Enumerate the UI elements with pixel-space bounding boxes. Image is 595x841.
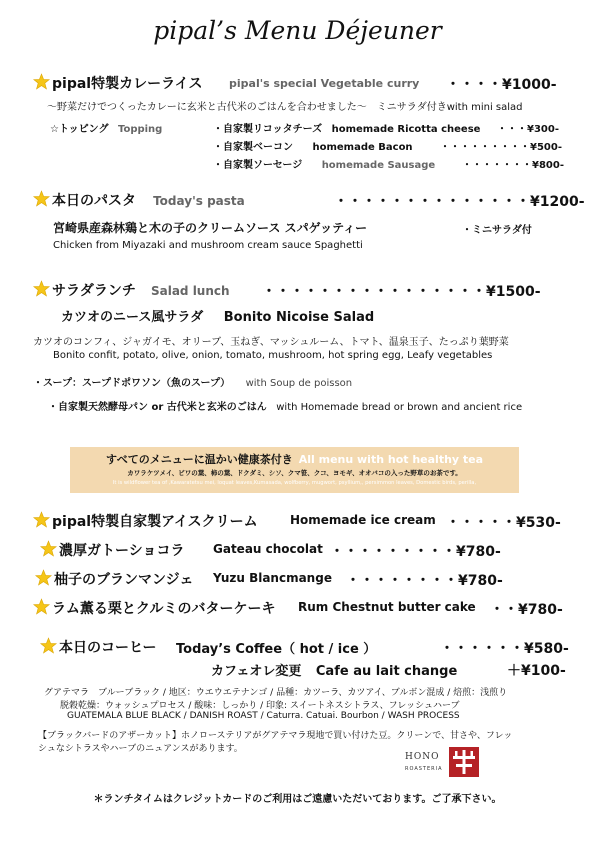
dessert-ice-cream: pipal特製自家製アイスクリーム (33, 511, 258, 531)
dessert-rum-cake-en: Rum Chestnut butter cake (298, 600, 476, 614)
hono-logo-icon (449, 747, 479, 777)
coffee-detail-3: GUATEMALA BLUE BLACK / DANISH ROAST / Caturra. Catuai. Bourbon / WASH PROCESS (67, 711, 460, 721)
tea-banner (70, 447, 519, 493)
dessert-rum-cake: ラム薫る栗とクルミのバターケーキ (33, 598, 275, 618)
star-icon (40, 540, 57, 557)
coffee-detail-1: グアテマラ ブルーブラック / 地区：ウエウエテナンゴ / 品種：カツーラ、カツアイ、ブルボン混成 / 焙煎：浅煎り (44, 688, 508, 698)
tea-sub: カワラケツメイ、ビワの葉、柿の葉、ドクダミ、シソ、クマ笹、クコ、ヨモギ、オオバコの入った野草のお茶です。 (127, 469, 462, 477)
curry-name-en: pipal's special Vegetable curry (229, 77, 420, 90)
logo-text: HONO (405, 752, 440, 762)
pasta-dish-en: Chicken from Miyazaki and mushroom cream sauce Spaghetti (53, 240, 363, 251)
coffee-price: ・・・・・・¥580- (440, 641, 569, 657)
coffee-change-price: ＋¥100- (507, 663, 566, 679)
curry-desc: 〜野菜だけでつくったカレーに玄米と古代米のごはんを合わせました〜 ミニサラダ付きwith mini salad (47, 102, 523, 113)
topping-bacon-price: ・・・・・・・・・¥500- (440, 142, 562, 153)
tea-main: すべてのメニューに温かい健康茶付き All menu with hot healthy tea (105, 453, 484, 466)
footer-note: ＊ランチタイムはクレジットカードのご利用はご遠慮いただいております。ご了承下さい。 (93, 794, 502, 805)
coffee-heading: 本日のコーヒー (40, 637, 156, 657)
coffee-name-en: Today’s Coffee（ hot / ice ） (176, 642, 377, 657)
dessert-yuzu-en: Yuzu Blancmange (213, 571, 332, 585)
star-icon (33, 190, 50, 207)
salad-heading: サラダランチ Salad lunch (33, 280, 230, 300)
dessert-rum-cake-price: ・・¥780- (490, 602, 563, 618)
pasta-dish: 宮崎県産森林鶏と木の子のクリームソース スパゲッティー (53, 221, 368, 235)
topping-sausage-price: ・・・・・・・¥800- (462, 160, 564, 171)
page-title: pipal’s Menu Déjeuner (153, 16, 442, 45)
star-icon (35, 569, 52, 586)
dessert-yuzu-price: ・・・・・・・・¥780- (346, 573, 503, 589)
dessert-gateau-price: ・・・・・・・・・¥780- (330, 544, 501, 560)
topping-ricotta-price: ・・・¥300- (497, 124, 559, 135)
dessert-yuzu: 柚子のブランマンジェ (35, 569, 193, 589)
star-icon (40, 637, 57, 654)
topping-ricotta: ・自家製リコッタチーズ homemade Ricotta cheese (213, 124, 481, 135)
curry-price: ・・・・¥1000- (446, 77, 557, 93)
star-icon (33, 73, 50, 90)
star-icon (33, 598, 50, 615)
star-icon (33, 280, 50, 297)
pasta-note: ・ミニサラダ付 (462, 225, 532, 236)
pasta-heading: 本日のパスタ Today's pasta (33, 190, 245, 210)
topping-label: ☆トッピング Topping (50, 124, 163, 135)
coffee-detail-2: 脱穀乾燥：ウォッシュプロセス / 酸味：しっかり / 印象: スイートネスシトラス、フレッシュハーブ (60, 701, 460, 711)
salad-ingredients: カツオのコンフィ、ジャガイモ、オリーブ、玉ねぎ、マッシュルーム、トマト、温泉玉子、たっぷり葉野菜 (33, 337, 509, 348)
logo-subtext: ROASTERIA (405, 766, 443, 772)
topping-sausage: ・自家製ソーセージ homemade Sausage (213, 160, 436, 171)
dessert-ice-cream-en: Homemade ice cream (290, 513, 436, 527)
dessert-ice-cream-price: ・・・・・¥530- (446, 515, 561, 531)
salad-soup: ・スープ：スープドポワソン（魚のスープ） with Soup de poisson (33, 378, 353, 389)
salad-bread: ・自家製天然酵母パン or 古代米と玄米のごはん with Homemade bread or brown and ancient rice (48, 402, 523, 413)
salad-dish: カツオのニース風サラダ Bonito Nicoise Salad (61, 310, 375, 325)
coffee-change: カフェオレ変更 Cafe au lait change (211, 664, 458, 679)
curry-heading: pipal特製カレーライス (33, 73, 203, 93)
coffee-note-1: 【ブラックバードのアザーカット】ホノローステリアがグアテマラ現地で買い付けた豆。クリーンで、甘さや、フレッ (38, 731, 513, 741)
star-icon (33, 511, 50, 528)
dessert-gateau: 濃厚ガトーショコラ (40, 540, 184, 560)
pasta-price: ・・・・・・・・・・・・・・¥1200- (334, 194, 585, 210)
dessert-gateau-en: Gateau chocolat (213, 542, 323, 556)
salad-price: ・・・・・・・・・・・・・・・・¥1500- (262, 284, 541, 300)
topping-bacon: ・自家製ベーコン homemade Bacon (213, 142, 413, 153)
coffee-note-2: シュなシトラスやハーブのニュアンスがあります。 (38, 744, 243, 754)
salad-ingredients-en: Bonito confit, potato, olive, onion, tomato, mushroom, hot spring egg, Leafy vegetables (53, 350, 493, 361)
tea-sub-en: It is wildflower tea of ,Kawaratetsu mei, loquat leaves,Kumasada, wolfberry, mugwort, psyllium,, persimmon leaves, Domestic birds, perilla, (112, 480, 477, 486)
